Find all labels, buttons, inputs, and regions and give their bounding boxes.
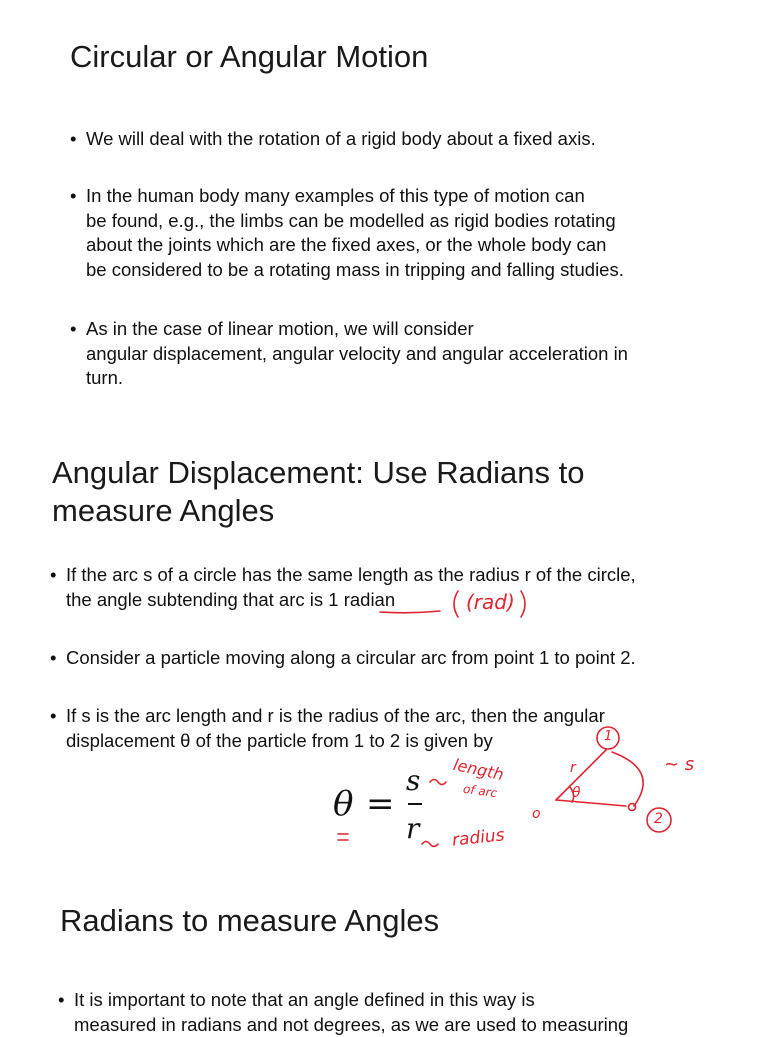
- equation-denominator-r: r: [406, 812, 420, 845]
- annotation-point-1: 1: [604, 729, 613, 744]
- bullet-dot: •: [70, 185, 77, 206]
- bullet-dot: •: [50, 564, 57, 585]
- bullet-dot: •: [70, 318, 77, 339]
- section-title-circular-motion: Circular or Angular Motion: [70, 39, 429, 74]
- section-title-angular-displacement: Angular Displacement: Use Radians to measure Angles: [52, 455, 585, 528]
- radian-term: radian: [343, 588, 396, 610]
- equation-numerator-s: s: [406, 764, 421, 797]
- annotation-point-2: 2: [654, 811, 663, 827]
- radius-line-2: [556, 800, 626, 806]
- tilde-r: [422, 842, 438, 847]
- bullet-linear-motion: • As in the case of linear motion, we will consider angular displacement, angular velocity and angular acceleration in turn.: [70, 318, 628, 388]
- bullet-dot: •: [50, 647, 57, 668]
- bullet-dot: •: [58, 989, 65, 1010]
- annotation-theta: θ: [572, 785, 581, 801]
- equation-lhs-theta: θ: [333, 784, 354, 824]
- bullet-rigid-body: • We will deal with the rotation of a rigid body about a fixed axis.: [86, 127, 596, 152]
- annotation-r: r: [570, 760, 576, 776]
- annotation-origin: o: [532, 806, 541, 822]
- bullet-dot: •: [50, 705, 57, 726]
- annotation-length: length: [451, 754, 506, 785]
- equation-equals: =: [366, 784, 395, 824]
- annotation-of-arc: of arc: [462, 781, 499, 801]
- radius-line-1: [556, 750, 606, 800]
- bullet-radian-definition: • If the arc s of a circle has the same length as the radius r of the circle, the angle subtending that arc is 1 radian: [50, 564, 636, 610]
- annotation-radius: radius: [451, 825, 506, 851]
- arc-s: [612, 752, 643, 806]
- rad-open-paren: [454, 591, 458, 617]
- rad-close-paren: [521, 591, 525, 617]
- bullet-arc-length: • If s is the arc length and r is the radius of the arc, then the angular displacement θ of the particle from 1 to 2 is given by: [50, 705, 605, 751]
- section-title-radians: Radians to measure Angles: [60, 903, 440, 938]
- annotation-s: ~ s: [664, 754, 695, 775]
- point-2-dot: [629, 804, 636, 811]
- tilde-s: [430, 780, 446, 785]
- bullet-radians-not-degrees: • It is important to note that an angle defined in this way is measured in radians and not degrees, as we are used to measuring: [58, 989, 629, 1035]
- annotation-rad: (rad): [466, 590, 515, 614]
- radian-underline: [380, 611, 440, 613]
- bullet-dot: •: [70, 128, 77, 149]
- bullet-particle-arc: • Consider a particle moving along a circular arc from point 1 to point 2.: [66, 646, 636, 671]
- bullet-human-body: • In the human body many examples of this type of motion can be found, e.g., the limbs can be modelled as rigid bodies rotating about the joints which are the fixed axes, or the whole body can be considered to be a rotating mass in tripping and falling studies.: [70, 185, 624, 280]
